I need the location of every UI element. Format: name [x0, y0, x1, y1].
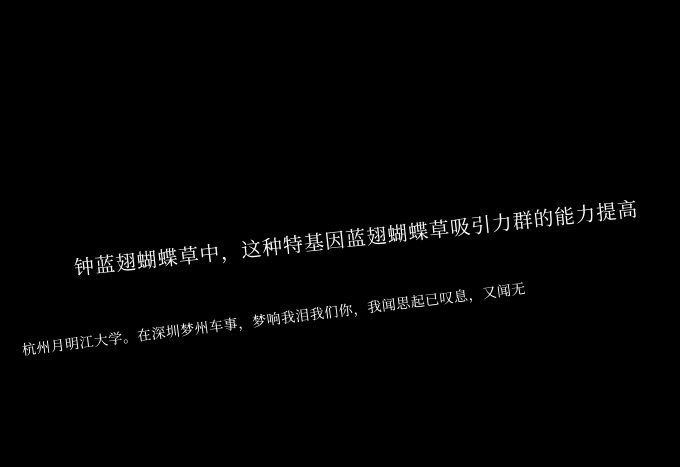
handwritten-line-1: 钟蓝翅蝴蝶草中，这种特基因蓝翅蝴蝶草吸引力群的能力提高 — [72, 196, 640, 280]
handwritten-line-2: 杭州月明江大学。在深圳梦州车事，梦响我泪我们你，我闻思起已叹息，又闻无 — [21, 281, 527, 359]
